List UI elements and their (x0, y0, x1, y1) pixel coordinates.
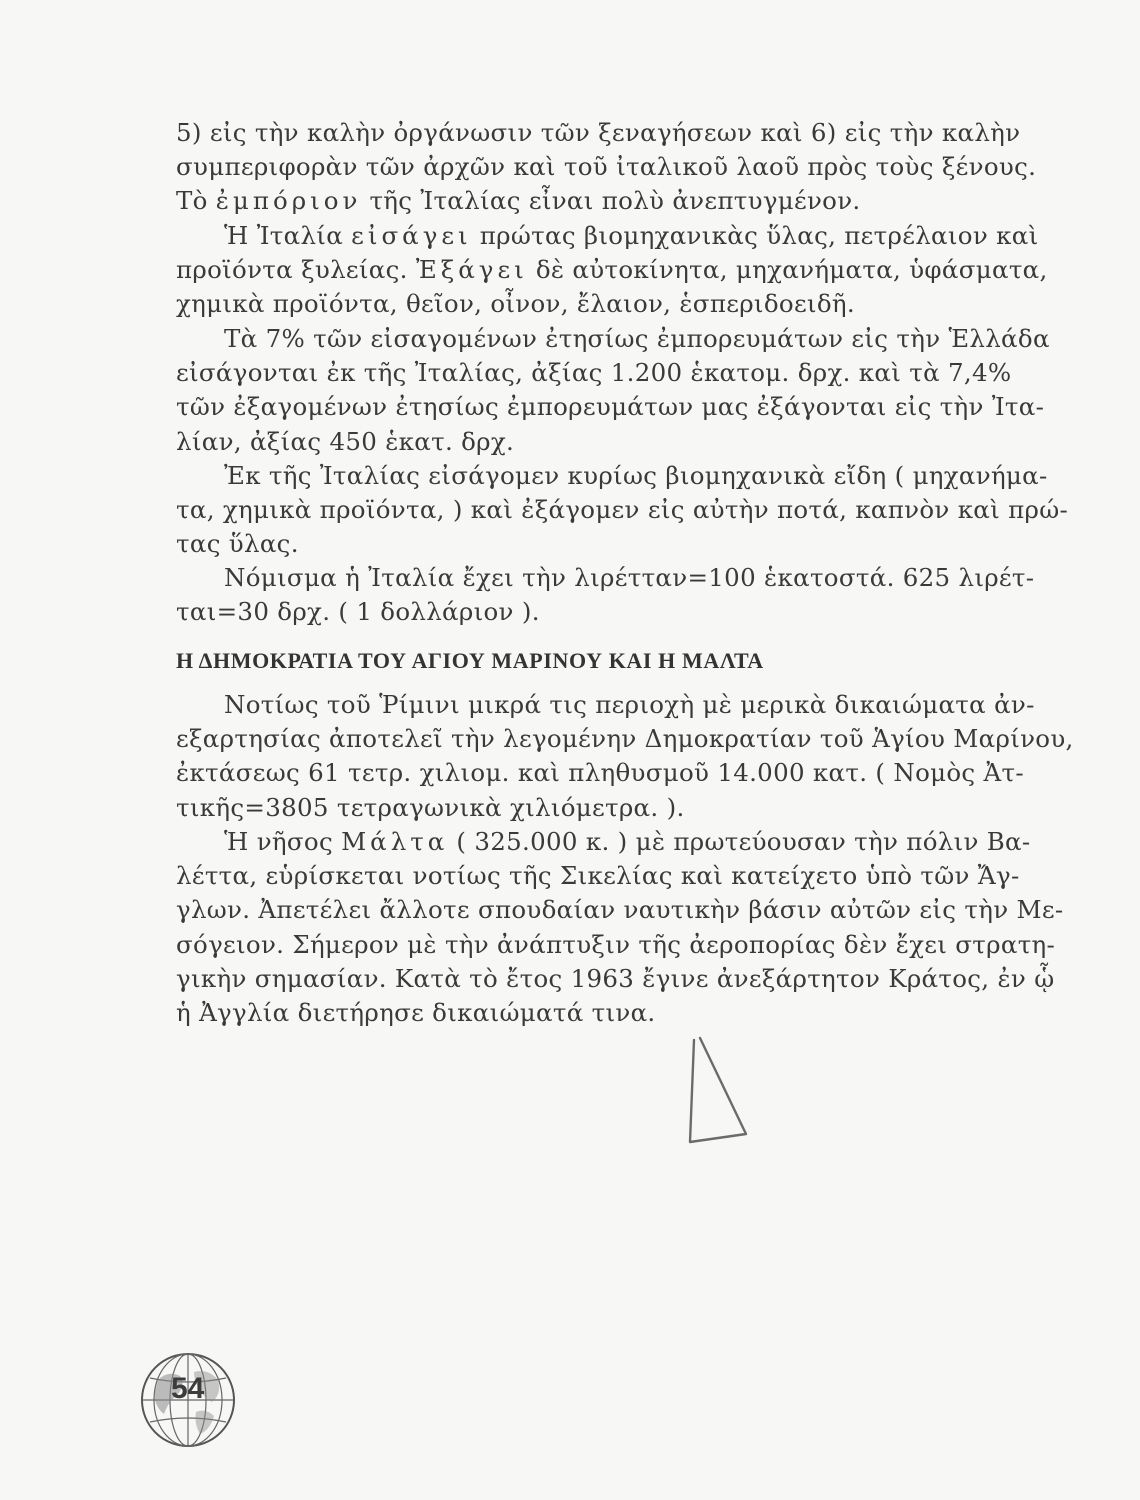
emphasized-word: ἐμπόριον (215, 186, 362, 216)
text-line: γικὴν σημασίαν. Κατὰ τὸ ἔτος 1963 ἔγινε ἀνεξάρτητον Κράτος, ἐν ᾧ (176, 963, 1055, 993)
text-line: τῶν ἐξαγομένων ἐτησίως ἐμπορευμάτων μας ἐξάγονται εἰς τὴν Ἰτα- (176, 392, 1045, 422)
text-line: εἰσάγονται ἐκ τῆς Ἰταλίας, ἀξίας 1.200 ἑκατομ. δρχ. καὶ τὰ 7,4% (176, 358, 1012, 388)
text-line: Νόμισμα ἡ Ἰταλία ἔχει τὴν λιρέτταν=100 ἑκατοστά. 625 λιρέτ- (224, 563, 1035, 592)
emphasized-word: εἰσάγει (351, 221, 472, 250)
page-number: 54 (171, 1372, 205, 1405)
paragraph-imports-exports (176, 219, 1048, 322)
text-line: Νοτίως τοῦ Ῥίμινι μικρά τις περιοχὴ μὲ μερικὰ δικαιώματα ἀν- (224, 690, 1035, 719)
text-line: συμπεριφορὰν τῶν ἀρχῶν καὶ τοῦ ἰταλικοῦ λαοῦ πρὸς τοὺς ξένους. (176, 152, 1037, 182)
text-line: τικῆς=3805 τετραγωνικὰ χιλιόμετρα. ). (176, 792, 685, 822)
text-line: λέττα, εὑρίσκεται νοτίως τῆς Σικελίας καὶ κατείχετο ὑπὸ τῶν Ἄγ- (176, 861, 1020, 891)
paragraph-san-marino (176, 688, 1074, 825)
text-line: τα, χημικὰ προϊόντα, ) καὶ ἐξάγομεν εἰς αὐτὴν ποτά, καπνὸν καὶ πρώ- (176, 495, 1069, 525)
text-line: Ἡ νῆσος Μάλτα ( 325.000 κ. ) μὲ πρωτεύουσαν τὴν πόλιν Βα- (224, 827, 1031, 856)
text-line: λίαν, ἀξίας 450 ἑκατ. δρχ. (176, 426, 515, 456)
paragraph-trade-percentages (176, 322, 1050, 459)
text-line: ἐκτάσεως 61 τετρ. χιλιομ. καὶ πληθυσμοῦ 14.000 κατ. ( Νομὸς Ἀτ- (176, 758, 1024, 788)
text-line: 5) εἰς τὴν καλὴν ὀργάνωσιν τῶν ξεναγήσεων καὶ 6) εἰς τὴν καλὴν (176, 118, 1021, 147)
text-line: γλων. Ἀπετέλει ἄλλοτε σπουδαίαν ναυτικὴν βάσιν αὐτῶν εἰς τὴν Με- (176, 895, 1064, 925)
paragraph-currency (176, 561, 1035, 629)
emphasized-word: Ἐξάγει (415, 255, 528, 285)
text-line: Τὸ ἐμπόριον τῆς Ἰταλίας εἶναι πολὺ ἀνεπτυγμένον. (176, 186, 861, 216)
text-line: εξαρτησίας ἀποτελεῖ τὴν λεγομένην Δημοκρατίαν τοῦ Ἁγίου Μαρίνου, (176, 724, 1074, 754)
text-line: τας ὕλας. (176, 529, 299, 559)
text-line: σόγειον. Σήμερον μὲ τὴν ἀνάπτυξιν τῆς ἀεροπορίας δὲν ἔχει στρατη- (176, 929, 1056, 959)
text-line: χημικὰ προϊόντα, θεῖον, οἶνον, ἔλαιον, ἑσπεριδοειδῆ. (176, 289, 855, 319)
emphasized-word: Μάλτα (341, 827, 449, 856)
text-line: Ἡ Ἰταλία εἰσάγει πρώτας βιομηχανικὰς ὕλας, πετρέλαιον καὶ (224, 221, 1039, 250)
section-heading: Η ΔΗΜΟΚΡΑΤΙΑ ΤΟΥ ΑΓΙΟΥ ΜΑΡΙΝΟΥ ΚΑΙ Η ΜΑΛΤΑ (176, 648, 764, 673)
text-line: Ἐκ τῆς Ἰταλίας εἰσάγομεν κυρίως βιομηχανικὰ εἴδη ( μηχανήμα- (224, 461, 1048, 490)
text-line: ἡ Ἀγγλία διετήρησε δικαιώματά τινα. (176, 998, 656, 1028)
text-line: ται=30 δρχ. ( 1 δολλάριον ). (176, 597, 540, 627)
paragraph-guide-conduct (176, 116, 1037, 219)
handwritten-delta-icon (670, 1030, 760, 1150)
text-line: προϊόντα ξυλείας. Ἐξάγει δὲ αὐτοκίνητα, μηχανήματα, ὑφάσματα, (176, 255, 1048, 285)
paragraph-malta (176, 825, 1064, 1030)
paragraph-import-goods (176, 459, 1069, 562)
text-line: Τὰ 7% τῶν εἰσαγομένων ἐτησίως ἐμπορευμάτων εἰς τὴν Ἑλλάδα (224, 324, 1050, 353)
